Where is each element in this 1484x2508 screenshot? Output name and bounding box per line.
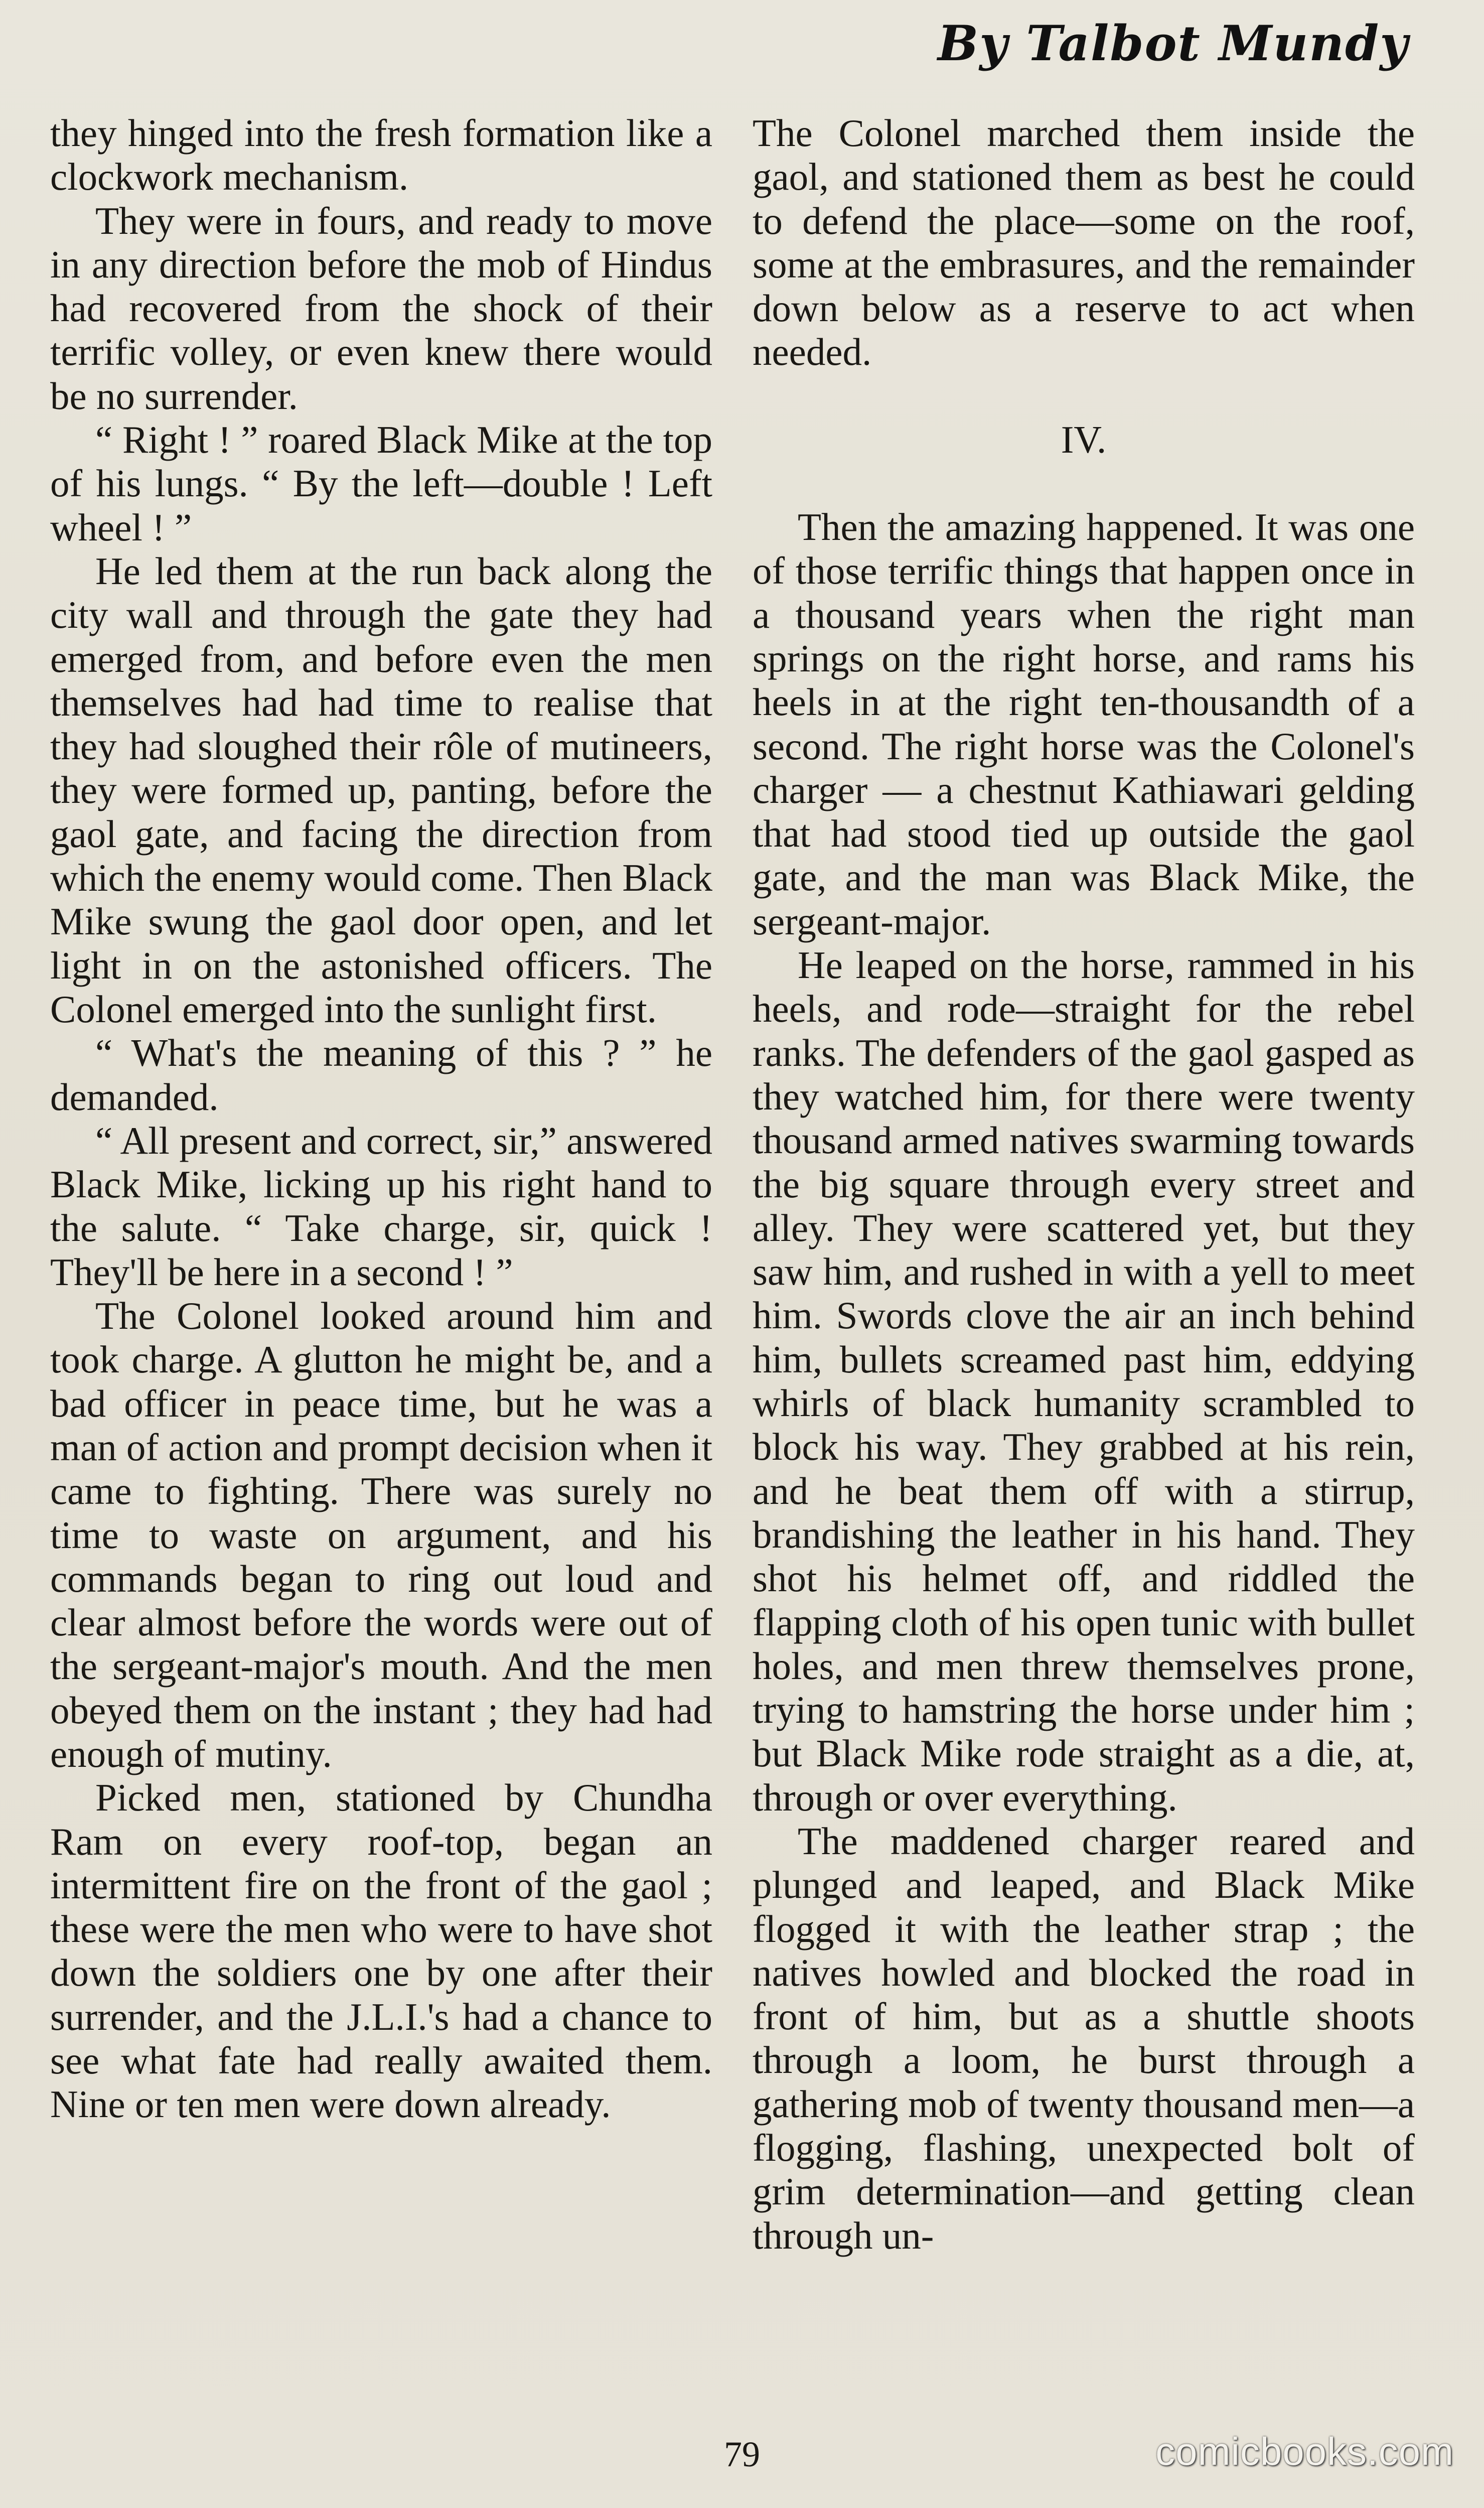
paragraph: The Colonel marched them inside the gaol, and stationed them as best he could to defend the place—some on the roof, some at the embrasures, and the remainder down below as a reserve to act when needed. [753, 111, 1415, 374]
paragraph: “ Right ! ” roared Black Mike at the top of his lungs. “ By the left—double ! Left wheel ! ” [50, 418, 712, 549]
site-watermark: comicbooks.com [1155, 2429, 1454, 2473]
paragraph: He leaped on the horse, rammed in his heels, and rode—straight for the rebel ranks. The defenders of the gaol gasped as they watched him, for there were twenty thousand armed natives swarming towards the big square through every street and alley. They were scattered yet, but they saw him, and rushed in with a yell to meet him. Swords clove the air an inch behind him, bullets screamed past him, eddying whirls of black humanity scrambled to block his way. They grabbed at his rein, and he beat them off with a stirrup, brandishing the leather in his hand. They shot his helmet off, and riddled the flapping cloth of his open tunic with bullet holes, and men threw themselves prone, trying to hamstring the horse under him ; but Black Mike rode straight as a die, at, through or over everything. [753, 943, 1415, 1819]
paragraph: He led them at the run back along the city wall and through the gate they had emerged from, and before even the men themselves had had time to realise that they had sloughed their rôle of mutineers, they were formed up, panting, before the gaol gate, and facing the direction from which the enemy would come. Then Black Mike swung the gaol door open, and let light in on the astonished officers. The Colonel emerged into the sunlight first. [50, 549, 712, 1031]
paragraph: they hinged into the fresh formation like a clockwork mechanism. [50, 111, 712, 199]
paragraph: Picked men, stationed by Chundha Ram on every roof-top, began an intermittent fire on the front of the gaol ; these were the men who were to have shot down the soldiers one by one after their surrender, and the J.L.I.'s had a chance to see what fate had really awaited them. Nine or ten men were down already. [50, 1776, 712, 2126]
author-byline: By Talbot Mundy [938, 15, 1409, 72]
left-column [50, 111, 712, 2127]
page-number: 79 [724, 2434, 760, 2474]
section-heading: IV. [1061, 417, 1107, 461]
paragraph: “ What's the meaning of this ? ” he demanded. [50, 1031, 712, 1119]
paragraph: The maddened charger reared and plunged and leaped, and Black Mike flogged it with the leather strap ; the natives howled and blocked the road in front of him, but as a shuttle shoots through a loom, he burst through a gathering mob of twenty thousand men—a flogging, flashing, unexpected bolt of grim determination—and getting clean through un- [753, 1819, 1415, 2257]
right-column [753, 111, 1415, 2258]
paragraph: The Colonel looked around him and took charge. A glutton he might be, and a bad officer in peace time, but he was a man of action and prompt decision when it came to fighting. There was surely no time to waste on argument, and his commands began to ring out loud and clear almost before the words were out of the sergeant-major's mouth. And the men obeyed them on the instant ; they had had enough of mutiny. [50, 1294, 712, 1775]
paragraph: “ All present and correct, sir,” answered Black Mike, licking up his right hand to the salute. “ Take charge, sir, quick ! They'll be here in a second ! ” [50, 1119, 712, 1294]
paragraph: Then the amazing happened. It was one of those terrific things that happen once in a thousand years when the right man springs on the right horse, and rams his heels in at the right ten-thousandth of a second. The right horse was the Colonel's charger — a chestnut Kathiawari gelding that had stood tied up outside the gaol gate, and the man was Black Mike, the sergeant-major. [753, 505, 1415, 943]
paragraph: They were in fours, and ready to move in any direction before the mob of Hindus had recovered from the shock of their terrific volley, or even knew there would be no surrender. [50, 199, 712, 417]
